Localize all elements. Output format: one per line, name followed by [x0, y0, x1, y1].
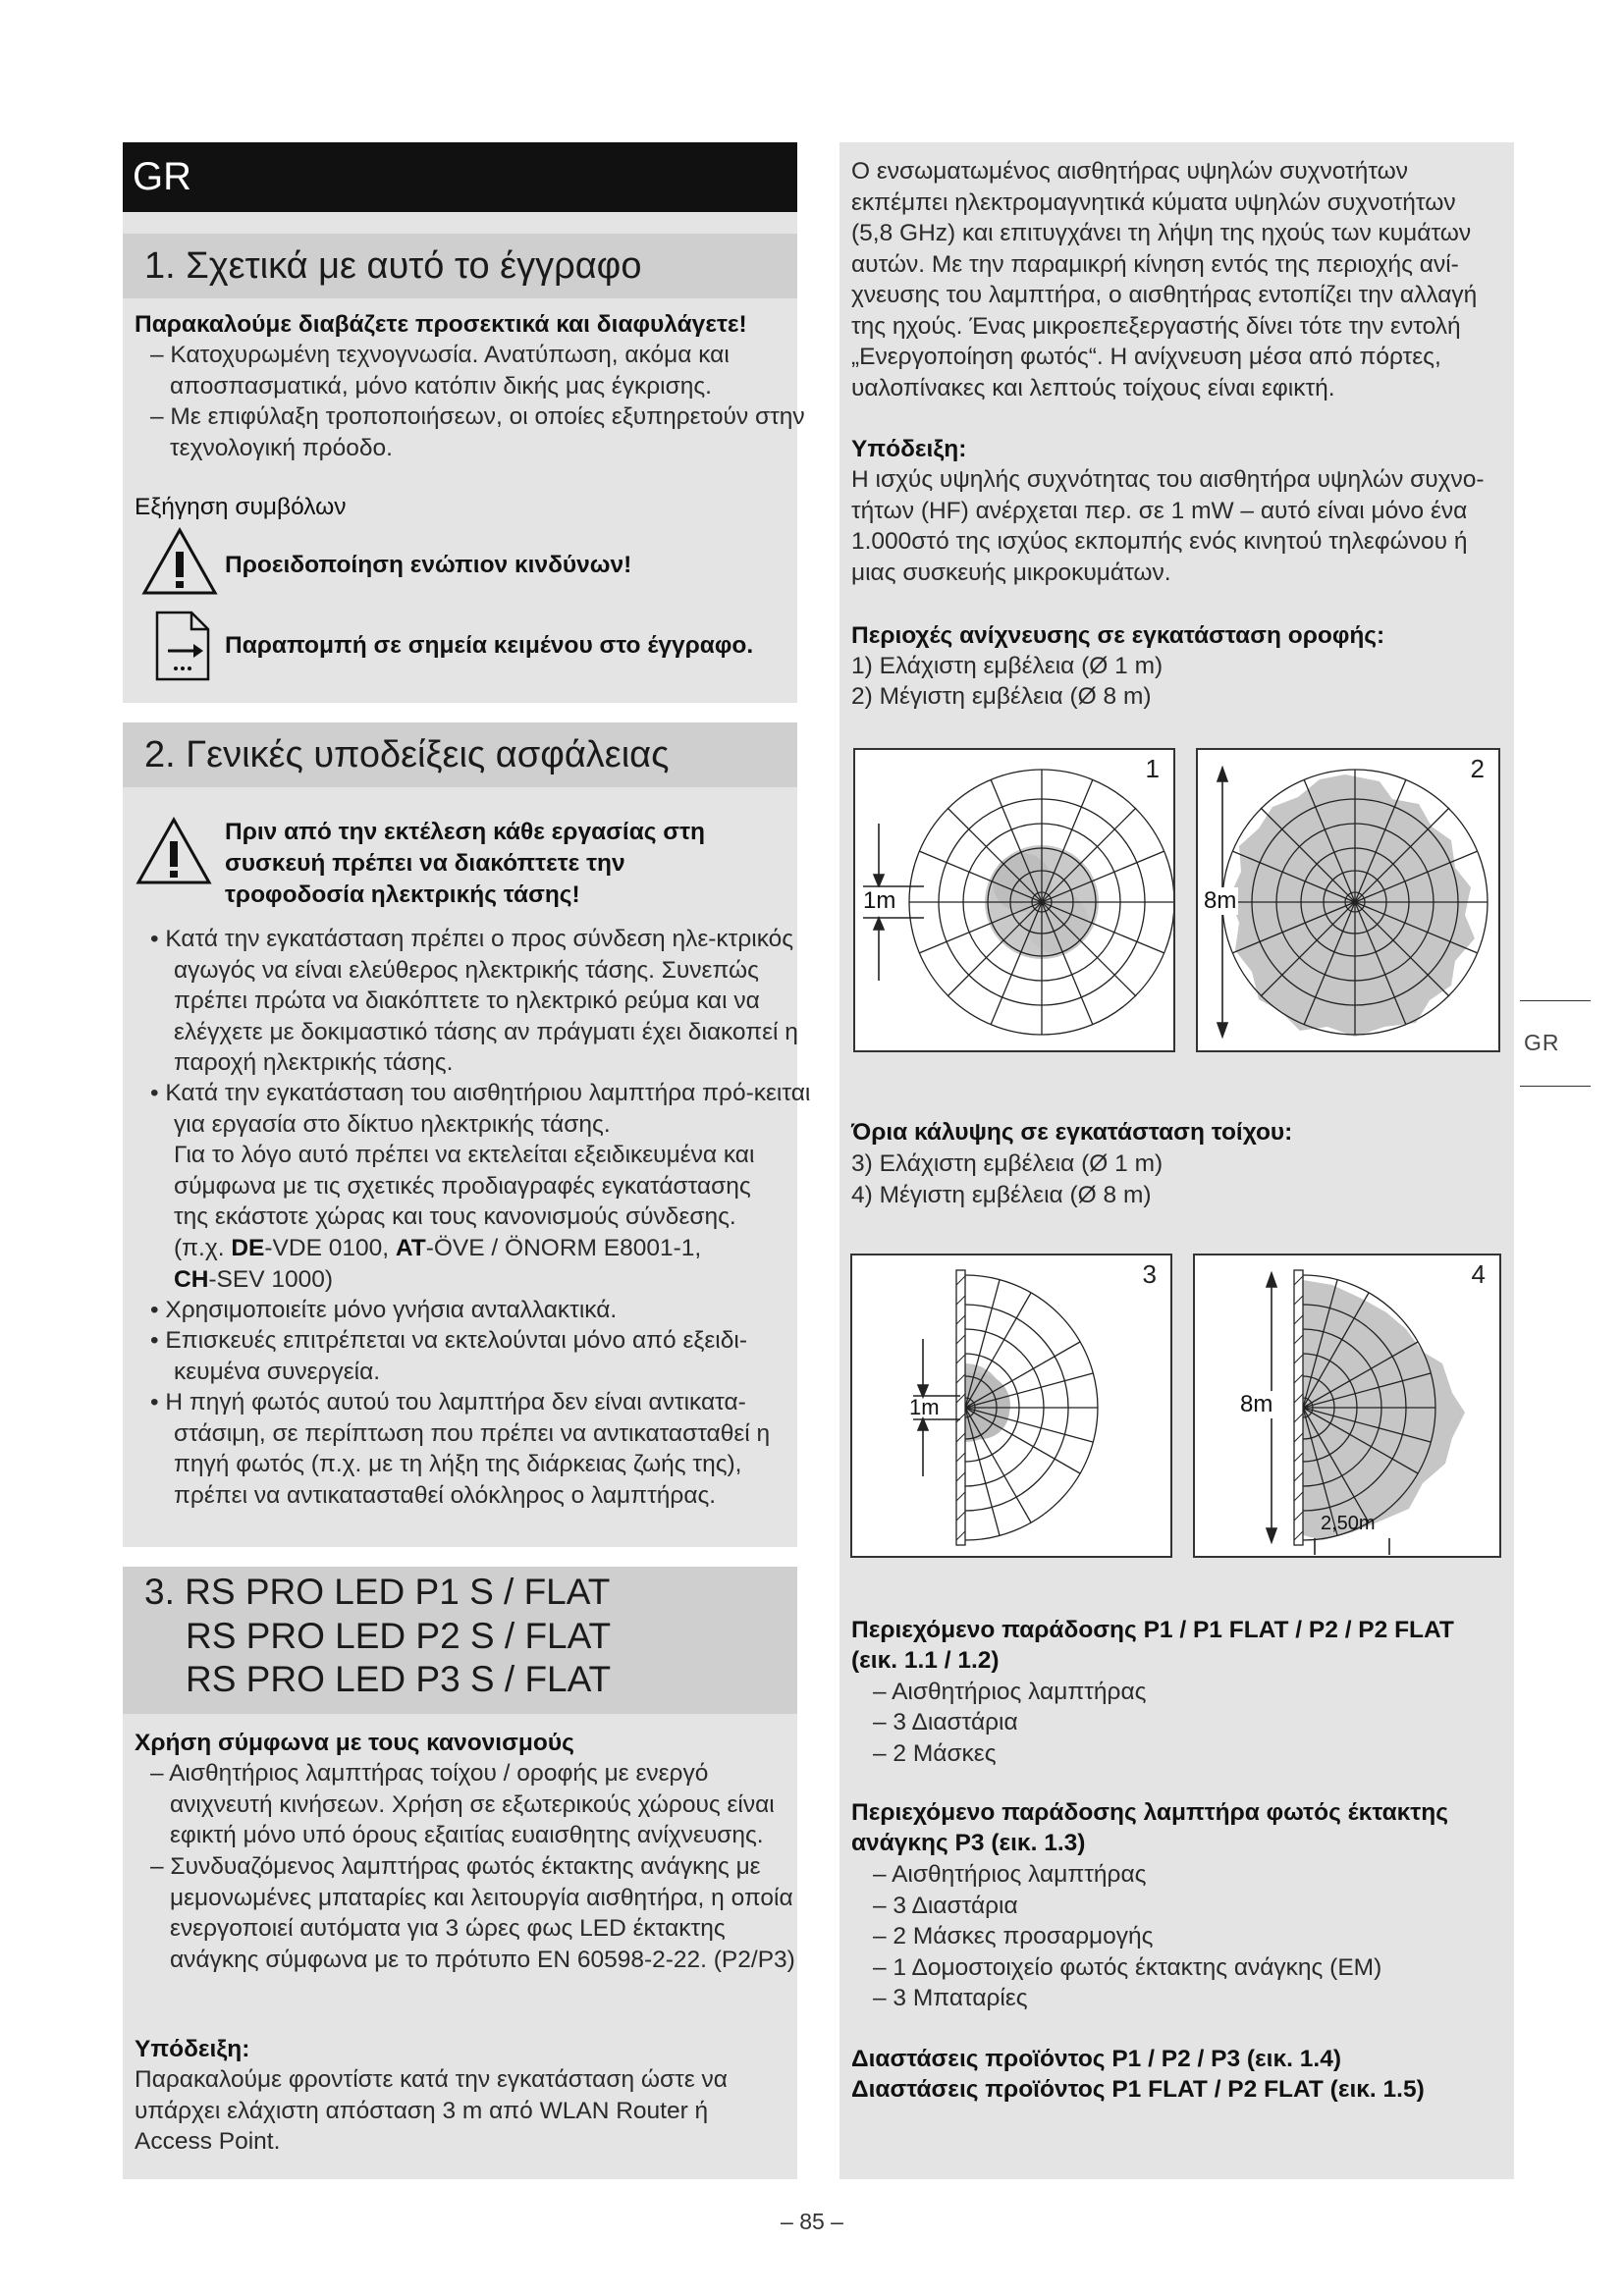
- figure-3-label: 1m: [909, 1395, 940, 1419]
- std-ch-rest: -SEV 1000): [208, 1265, 334, 1293]
- s2-standards: [174, 1233, 778, 1295]
- s2-bullet-3: • Χρησιμοποιείτε μόνο γνήσια ανταλλακτικά.: [150, 1297, 618, 1323]
- emergency-item-2: – 3 Διαστάρια: [873, 1893, 1018, 1919]
- figure-4-number: 4: [1471, 1259, 1486, 1289]
- figure-2-ceiling-max: [1196, 748, 1500, 1052]
- emergency-title: Περιεχόμενο παράδοσης λαμπτήρα φωτός έκτακτης ανάγκης P3 (εικ. 1.3): [851, 1799, 1448, 1856]
- ceiling-title: Περιοχές ανίχνευσης σε εγκατάσταση οροφής:: [851, 622, 1385, 649]
- figure-3-number: 3: [1142, 1259, 1157, 1289]
- s2-bullet-1: • Κατά την εγκατάσταση πρέπει ο προς σύνδεση ηλε-κτρικός αγωγός να είναι ελεύθερος ηλεκτρικής τάσης. Συνεπώς πρέπει πρώτα να διακόπτετε το ηλεκτρικό ρεύμα και να ελέγχετε με δοκιμαστικό τάσης αν πράγματι έχει διακοπεί η παροχή ηλεκτρικής τάσης.: [150, 926, 798, 1076]
- wall-item-4: 4) Μέγιστη εμβέλεια (Ø 8 m): [851, 1182, 1152, 1208]
- right-note: Η ισχύς υψηλής συχνότητας του αισθητήρα υψηλών συχνο-τήτων (HF) ανέρχεται περ. σε 1 mW – αυτό είναι μόνο ένα 1.000στό της ισχύος εκπομπής ενός κινητού τηλεφώνου ή μιας συσκευής μικροκυμάτων.: [851, 466, 1485, 586]
- lang-tab-label: GR: [133, 155, 191, 198]
- emergency-item-3: – 2 Μάσκες προσαρμογής: [873, 1923, 1154, 1949]
- s3-use-1: – Αισθητήριος λαμπτήρας τοίχου / οροφής με ενεργό ανιχνευτή κινήσεων. Χρήση σε εξωτερικούς χώρους είναι εφικτή μόνο υπό όρους εξαιτίας ευαισθητης ανίχνευσης.: [150, 1760, 775, 1848]
- std-de: DE: [231, 1235, 265, 1261]
- s1-warning-label: Προειδοποίηση ενώπιον κινδύνων!: [225, 552, 632, 578]
- lang-tab: [123, 142, 797, 212]
- s2-warning: Πριν από την εκτέλεση κάθε εργασίας στη συσκευή πρέπει να διακόπτετε την τροφοδοσία ηλεκτρικής τάσης!: [225, 819, 705, 908]
- side-tab-label: GR: [1524, 1030, 1560, 1055]
- s1-item-2: – Με επιφύλαξη τροποποιήσεων, οι οποίες εξυπηρετούν στην τεχνολογική πρόοδο.: [150, 403, 805, 461]
- s1-lead: Παρακαλούμε διαβάζετε προσεκτικά και διαφυλάγετε!: [135, 311, 747, 338]
- section-3: [123, 1567, 797, 2179]
- delivery-item-2: – 3 Διαστάρια: [873, 1709, 1018, 1735]
- right-intro: Ο ενσωματωμένος αισθητήρας υψηλών συχνοτήτων εκπέμπει ηλεκτρομαγνητικά κύματα υψηλών συχνοτήτων (5,8 GHz) και επιτυγχάνει τη λήψη της ηχούς των κυμάτων αυτών. Με την παραμικρή κίνηση εντός της περιοχής ανί-χνευσης του λαμπτήρα, ο αισθητήρας εντοπίζει την αλλαγή της ηχούς. Ένας μικροεπεξεργαστής δίνει τότε την εντολή „Ενεργοποίηση φωτός“. Η ανίχνευση μέσα από πόρτες, υαλοπίνακες και λεπτούς τοίχους είναι εφικτή.: [851, 158, 1478, 401]
- std-at: AT: [395, 1235, 426, 1261]
- section-3-title-line-3: RS PRO LED P3 S / FLAT: [186, 1659, 612, 1699]
- s2-bullet-2: • Κατά την εγκατάσταση του αισθητήριου λαμπτήρα πρό-κειται για εργασία στο δίκτυο ηλεκτρικής τάσης.: [150, 1080, 811, 1138]
- ceiling-item-1: 1) Ελάχιστη εμβέλεια (Ø 1 m): [851, 653, 1164, 679]
- section-1-title: 1. Σχετικά με αυτό το έγγραφο: [123, 234, 797, 298]
- dimensions-1: Διαστάσεις προϊόντος P1 / P2 / P3 (εικ. 1.4): [851, 2046, 1341, 2072]
- section-3-title-line-2: RS PRO LED P2 S / FLAT: [186, 1615, 612, 1656]
- section-2: [123, 722, 811, 1547]
- std-at-rest: -ÖVE / ÖNORM E8001-1,: [425, 1235, 702, 1261]
- side-tab: [1520, 1000, 1591, 1087]
- figure-4-dimension: 2,50m: [1321, 1513, 1376, 1534]
- right-note-title: Υπόδειξη:: [851, 436, 967, 462]
- s1-item-1: – Κατοχυρωμένη τεχνογνωσία. Ανατύπωση, ακόμα και αποσπασματικά, μόνο κατόπιν δικής μας έγκρισης.: [150, 342, 730, 400]
- delivery-title: Περιεχόμενο παράδοσης P1 / P1 FLAT / P2 / P2 FLAT (εικ. 1.1 / 1.2): [851, 1617, 1454, 1674]
- s2-bullet-4: • Επισκευές επιτρέπεται να εκτελούνται μόνο από εξειδι-κευμένα συνεργεία.: [150, 1327, 747, 1385]
- ceiling-item-2: 2) Μέγιστη εμβέλεια (Ø 8 m): [851, 683, 1152, 710]
- figure-4-label: 8m: [1240, 1391, 1273, 1417]
- figure-2-number: 2: [1470, 754, 1485, 783]
- figure-1-label: 1m: [863, 887, 896, 914]
- s2-bullet-2-cont: Για το λόγο αυτό πρέπει να εκτελείται εξειδικευμένα και σύμφωνα με τις σχετικές προδιαγραφές εγκατάστασης της εκάστοτε χώρας και τους κανονισμούς σύνδεσης.: [174, 1142, 755, 1230]
- section-3-title: [123, 1567, 797, 1714]
- emergency-item-5: – 3 Μπαταρίες: [873, 1985, 1028, 2011]
- figure-2-label: 8m: [1204, 887, 1237, 914]
- s3-note: Παρακαλούμε φροντίστε κατά την εγκατάσταση ώστε να υπάρχει ελάχιστη απόσταση 3 m από WLAN Router ή Access Point.: [135, 2066, 728, 2155]
- section-3-title-line-1: 3. RS PRO LED P1 S / FLAT: [144, 1572, 611, 1612]
- wall-title: Όρια κάλυψης σε εγκατάσταση τοίχου:: [851, 1119, 1293, 1146]
- s3-use-title: Χρήση σύμφωνα με τους κανονισμούς: [135, 1730, 574, 1756]
- document-reference-icon: [154, 610, 211, 682]
- figure-1-number: 1: [1145, 754, 1160, 783]
- std-prefix: (π.χ.: [174, 1235, 232, 1261]
- section-2-title: 2. Γενικές υποδείξεις ασφάλειας: [123, 722, 797, 787]
- s2-bullet-5: • Η πηγή φωτός αυτού του λαμπτήρα δεν είναι αντικατα-στάσιμη, σε περίπτωση που πρέπει να αντικατασταθεί η πηγή φωτός (π.χ. με τη λήξη της διάρκειας ζωής της), πρέπει να αντικατασταθεί ολόκληρος ο λαμπτήρας.: [150, 1389, 771, 1509]
- warning-triangle-icon: [135, 816, 213, 886]
- s1-reference-label: Παραπομπή σε σημεία κειμένου στο έγγραφο.: [225, 632, 754, 659]
- std-de-rest: -VDE 0100,: [264, 1235, 396, 1261]
- delivery-item-3: – 2 Μάσκες: [873, 1740, 997, 1767]
- warning-triangle-icon: [140, 526, 219, 597]
- dimensions-2: Διαστάσεις προϊόντος P1 FLAT / P2 FLAT (εικ. 1.5): [851, 2076, 1425, 2103]
- figure-1-ceiling-min: [853, 748, 1175, 1052]
- emergency-item-1: – Αισθητήριος λαμπτήρας: [873, 1861, 1147, 1888]
- s3-note-title: Υπόδειξη:: [135, 2036, 250, 2062]
- right-column: [839, 142, 1514, 2179]
- emergency-item-4: – 1 Δομοστοιχείο φωτός έκτακτης ανάγκης (EM): [873, 1954, 1382, 1981]
- page-number: – 85 –: [781, 2209, 843, 2234]
- std-ch: CH: [174, 1265, 209, 1293]
- s3-use-2: – Συνδυαζόμενος λαμπτήρας φωτός έκτακτης ανάγκης με μεμονωμένες μπαταρίες και λειτουργία αισθητήρα, η οποία ενεργοποιεί αυτόματα για 3 ώρες φως LED έκτακτης ανάγκης σύμφωνα με το πρότυπο EN 60598-2-22. (P2/P3): [150, 1853, 795, 1973]
- delivery-item-1: – Αισθητήριος λαμπτήρας: [873, 1679, 1147, 1705]
- figure-4-wall-max: [1193, 1254, 1501, 1558]
- wall-item-3: 3) Ελάχιστη εμβέλεια (Ø 1 m): [851, 1150, 1164, 1177]
- figure-3-wall-min: [850, 1254, 1172, 1558]
- section-1: [123, 212, 805, 703]
- s1-symbols-title: Εξήγηση συμβόλων: [135, 494, 347, 520]
